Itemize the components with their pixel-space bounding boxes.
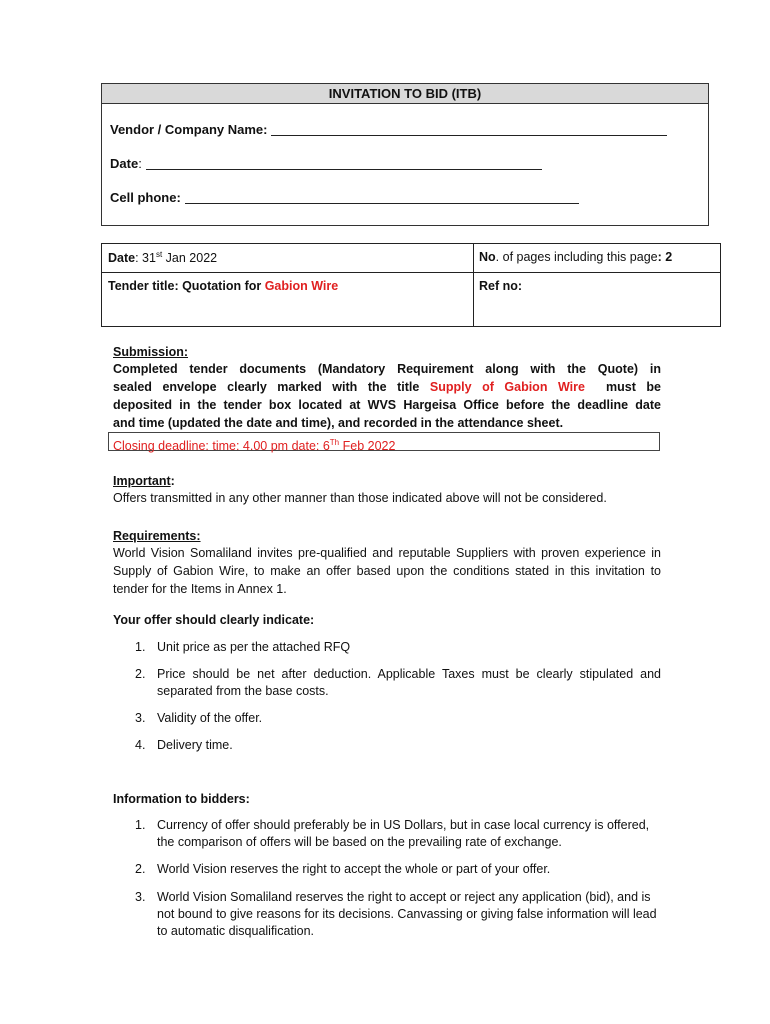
list-number: 2. [135, 667, 146, 681]
list-text: Validity of the offer. [157, 711, 263, 725]
tender-item: Gabion Wire [264, 279, 339, 293]
date-input-line[interactable] [146, 157, 542, 170]
list-number: 3. [135, 711, 146, 725]
list-number: 4. [135, 738, 146, 752]
tender-cell [108, 279, 338, 293]
list-number: 2. [135, 862, 146, 876]
important-colon: : [170, 474, 175, 488]
itb-title: INVITATION TO BID (ITB) [102, 84, 708, 104]
closing-text-b: Feb 2022 [339, 439, 396, 454]
requirements-line1: World Vision Somaliland invites pre-qualified and reputable Suppliers with proven experience in [113, 546, 661, 560]
submission-line2-b: must be [584, 380, 662, 394]
list-text: Currency of offer should preferably be in US Dollars, but in case local currency is offered, the comparison of offers will be based on the prevailing rate of exchange. [157, 818, 650, 849]
submission-heading: Submission: [113, 345, 189, 359]
closing-text-a: Closing deadline: time: 4.00 pm date: 6 [113, 439, 330, 454]
cell-input-line[interactable] [185, 191, 579, 204]
list-text: World Vision Somaliland reserves the right to accept or reject any application (bid), and is not bound to give reasons for its decisions. Canvassing or giving false information will lead to automatic disqualification. [157, 890, 657, 938]
pages-value: 2 [665, 250, 673, 264]
list-text: Unit price as per the attached RFQ [157, 640, 351, 654]
submission-line4: and time (updated the date and time), and recorded in the attendance sheet. [113, 416, 564, 430]
requirements-line2: Supply of Gabion Wire, to make an offer based upon the conditions stated in this invitation to [113, 564, 661, 578]
date-cell-rest: Jan 2022 [162, 251, 218, 266]
date-label: Date [110, 156, 139, 171]
pages-label-bold: No [479, 250, 496, 264]
date-cell-sup: st [155, 250, 163, 259]
requirements-heading: Requirements: [113, 529, 201, 543]
important-heading-text: Important [113, 474, 171, 488]
list-text: World Vision reserves the right to accept the whole or part of your offer. [157, 862, 551, 876]
vendor-field [110, 122, 667, 137]
important-heading [113, 472, 661, 490]
list-number: 1. [135, 818, 146, 832]
cell-field [110, 190, 579, 205]
date-cell-value: : 31 [135, 251, 156, 266]
closing-sup: Th [329, 438, 340, 447]
submission-line2 [113, 378, 661, 396]
info-table [101, 243, 721, 327]
pages-colon: : [657, 250, 662, 264]
vendor-label: Vendor / Company Name: [110, 122, 268, 137]
submission-line1: Completed tender documents (Mandatory Requirement along with the Quote) in [113, 362, 661, 376]
itb-header-box [101, 83, 709, 226]
date-colon: : [138, 156, 142, 171]
list-number: 3. [135, 890, 146, 904]
pages-label-rest: . of pages including this page [495, 250, 658, 264]
tender-label: Tender title: Quotation for [108, 279, 265, 293]
vendor-input-line[interactable] [271, 123, 667, 136]
bidders-heading: Information to bidders: [113, 792, 250, 806]
list-text: Price should be net after deduction. Applicable Taxes must be clearly stipulated and separated from the base costs. [157, 667, 661, 698]
submission-line2-a: sealed envelope clearly marked with the title [113, 380, 430, 394]
closing-deadline [108, 432, 660, 454]
requirements-line3: tender for the Items in Annex 1. [113, 582, 287, 596]
offer-heading: Your offer should clearly indicate: [113, 613, 315, 627]
submission-title-red: Supply of Gabion Wire [429, 380, 585, 394]
date-field [110, 156, 542, 171]
pages-cell [479, 250, 672, 264]
submission-line3: deposited in the tender box located at WVS Hargeisa Office before the deadline date [113, 398, 661, 412]
date-cell-label: Date [108, 251, 136, 266]
ref-cell: Ref no: [479, 279, 523, 293]
important-text: Offers transmitted in any other manner than those indicated above will not be considered. [113, 491, 607, 505]
cell-label: Cell phone: [110, 190, 181, 205]
list-text: Delivery time. [157, 738, 233, 752]
list-number: 1. [135, 640, 146, 654]
date-cell [108, 250, 217, 265]
